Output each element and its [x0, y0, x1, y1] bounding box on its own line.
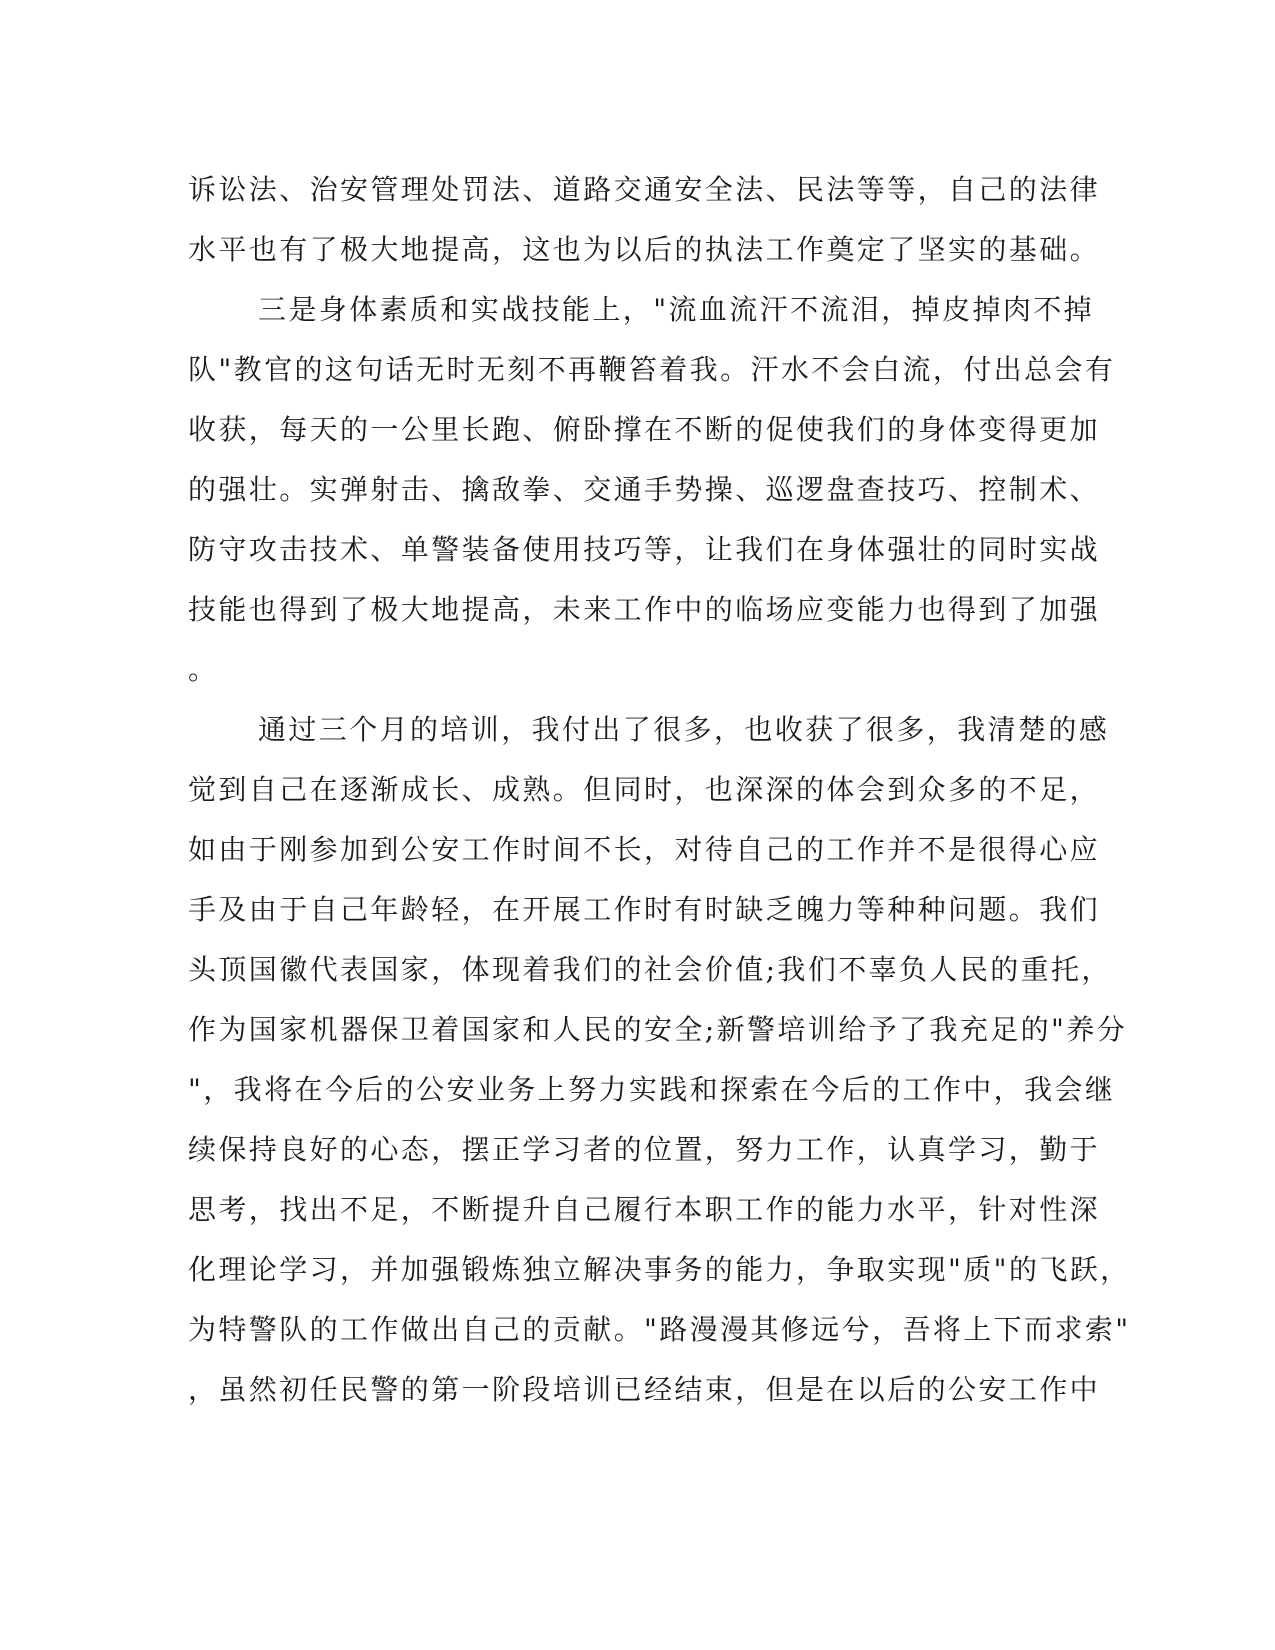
text-line: 的强壮。实弹射击、擒敌拳、交通手势操、巡逻盘查技巧、控制术、: [188, 473, 1101, 506]
text-line: 续保持良好的心态，摆正学习者的位置，努力工作，认真学习，勤于: [188, 1133, 1101, 1166]
text-line: 头顶国徽代表国家，体现着我们的社会价值;我们不辜负人民的重托，: [188, 953, 1112, 986]
text-line: 思考，找出不足，不断提升自己履行本职工作的能力水平，针对性深: [188, 1193, 1101, 1226]
paragraph-start-line: 三是身体素质和实战技能上，"流血流汗不流泪，掉皮掉肉不掉: [258, 293, 1095, 326]
text-line: 水平也有了极大地提高，这也为以后的执法工作奠定了坚实的基础。: [188, 233, 1101, 266]
text-line: 队"教官的这句话无时无刻不再鞭笞着我。汗水不会白流，付出总会有: [188, 353, 1116, 386]
text-line: 技能也得到了极大地提高，未来工作中的临场应变能力也得到了加强: [188, 593, 1101, 626]
body-text: [188, 160, 1131, 1420]
text-line: 收获，每天的一公里长跑、俯卧撑在不断的促使我们的身体变得更加: [188, 413, 1101, 446]
text-line: 为特警队的工作做出自己的贡献。"路漫漫其修远兮，吾将上下而求索": [188, 1313, 1131, 1346]
text-line: 作为国家机器保卫着国家和人民的安全;新警培训给予了我充足的"养分: [188, 1013, 1128, 1046]
paragraph-start-line: 通过三个月的培训，我付出了很多，也收获了很多，我清楚的感: [258, 713, 1110, 746]
text-line: 手及由于自己年龄轻，在开展工作时有时缺乏魄力等种种问题。我们: [188, 893, 1101, 926]
text-line: 化理论学习，并加强锻炼独立解决事务的能力，争取实现"质"的飞跃，: [188, 1253, 1131, 1286]
text-line: "，我将在今后的公安业务上努力实践和探索在今后的工作中，我会继: [188, 1073, 1116, 1106]
text-line: 。: [188, 653, 219, 686]
text-line: ，虽然初任民警的第一阶段培训已经结束，但是在以后的公安工作中: [188, 1373, 1101, 1406]
text-line: 觉到自己在逐渐成长、成熟。但同时，也深深的体会到众多的不足，: [188, 773, 1101, 806]
text-line: 如由于刚参加到公安工作时间不长，对待自己的工作并不是很得心应: [188, 833, 1101, 866]
text-line: 防守攻击技术、单警装备使用技巧等，让我们在身体强壮的同时实战: [188, 533, 1101, 566]
text-line: 诉讼法、治安管理处罚法、道路交通安全法、民法等等，自己的法律: [188, 173, 1101, 206]
